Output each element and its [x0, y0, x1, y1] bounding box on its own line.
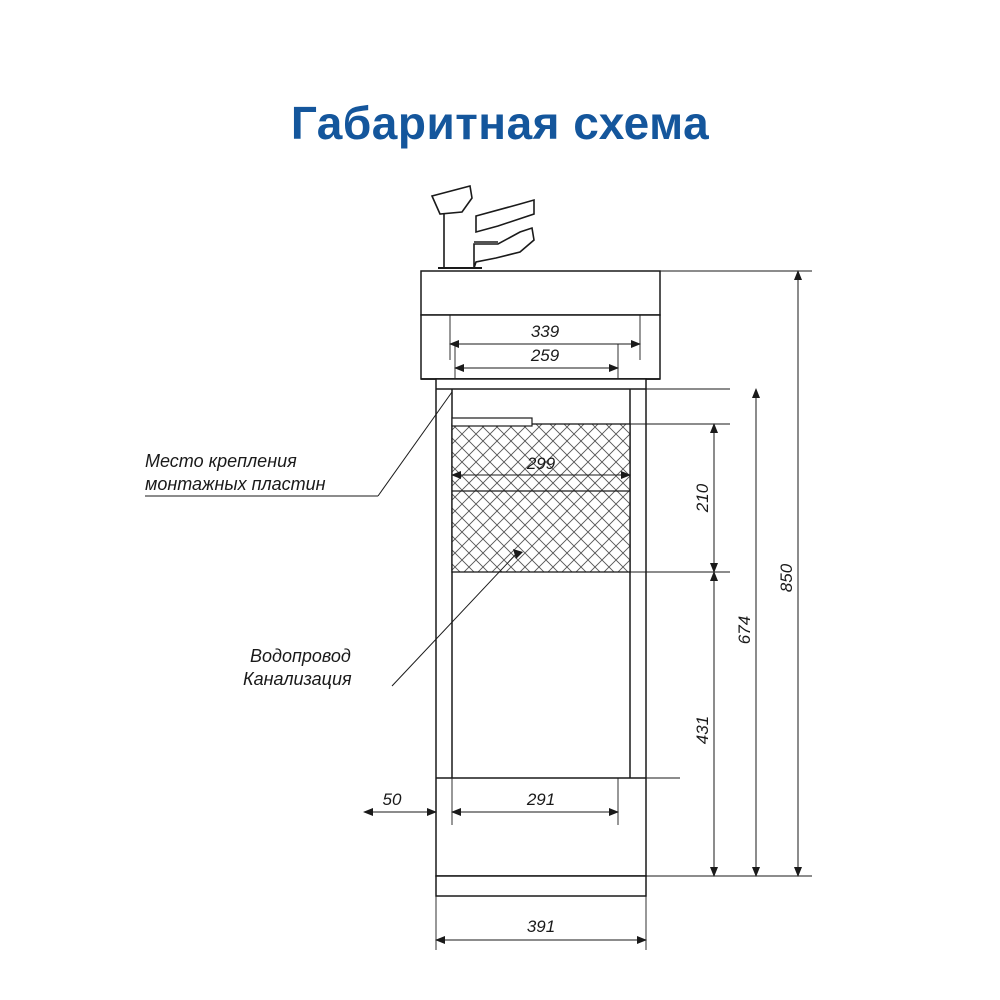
- dim-label-259: 259: [530, 346, 560, 365]
- annotation-mounting-plates-line1: Место крепления: [145, 451, 297, 471]
- dim-label-850: 850: [777, 563, 796, 593]
- dim-label-291: 291: [526, 790, 556, 809]
- faucet-icon: [432, 186, 534, 268]
- annotation-plumbing-line1: Водопровод: [250, 646, 351, 666]
- dim-label-674: 674: [735, 615, 754, 645]
- dim-label-339: 339: [530, 322, 560, 341]
- annotation-mounting-plates-line2: монтажных пластин: [145, 474, 326, 494]
- plumbing-niche: [452, 418, 630, 572]
- dim-total-width-391: [436, 896, 646, 950]
- page-title: Габаритная схема: [290, 97, 710, 149]
- dim-label-210: 210: [693, 483, 712, 513]
- dim-height-674: [735, 389, 756, 876]
- dim-label-50: 50: [382, 790, 402, 809]
- dim-label-431: 431: [693, 715, 712, 745]
- dim-height-210: [693, 424, 714, 572]
- dim-offset-50: [364, 778, 436, 825]
- dim-label-391: 391: [526, 917, 556, 936]
- annotation-plumbing-line2: Канализация: [243, 669, 352, 689]
- dim-height-431: [693, 572, 714, 876]
- dim-total-height-850: [777, 271, 798, 876]
- dim-label-299: 299: [526, 454, 556, 473]
